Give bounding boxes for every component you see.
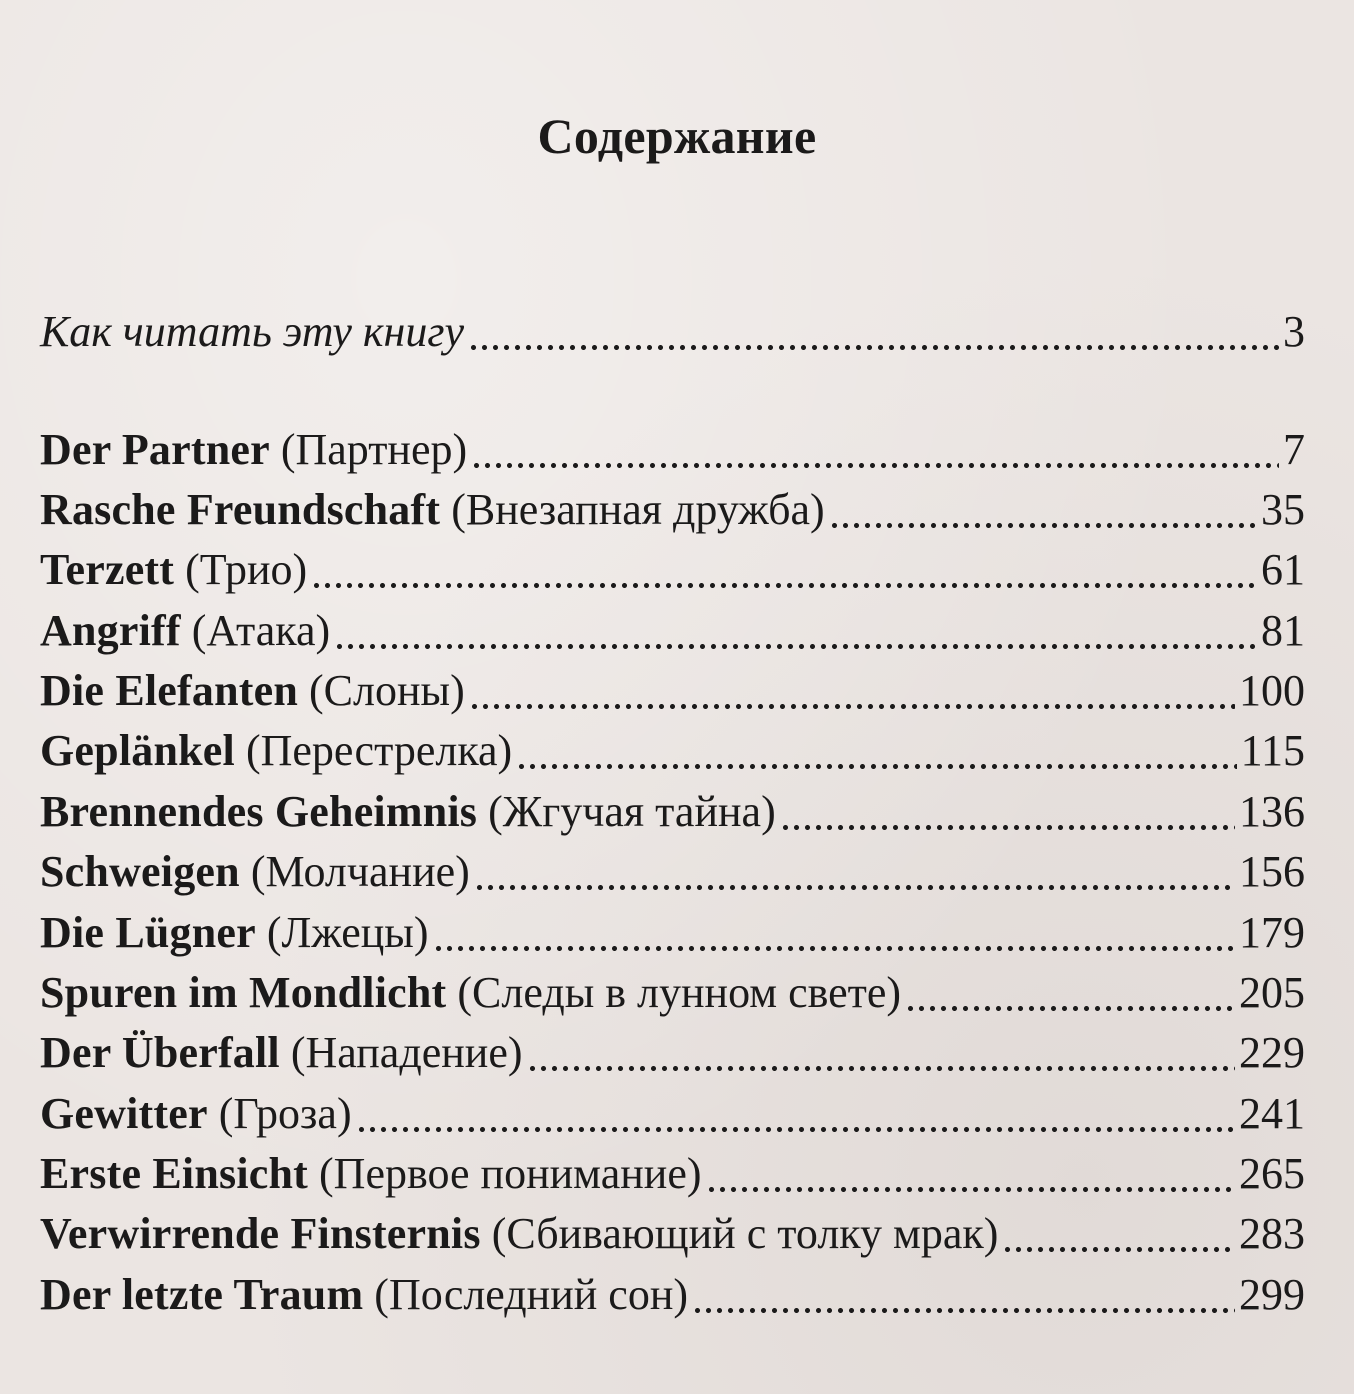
dot-leader (334, 602, 1257, 660)
entry-russian-title: (Внезапная дружба) (451, 485, 825, 534)
dot-leader (780, 783, 1235, 841)
entry-german-title: Gewitter (40, 1089, 208, 1138)
dot-leader (471, 421, 1279, 479)
entry-russian-title: (Последний сон) (374, 1270, 689, 1319)
page-number: 61 (1261, 545, 1305, 594)
intro-title: Как читать эту книгу (40, 307, 465, 356)
page-number: 81 (1261, 606, 1305, 655)
dot-leader (468, 303, 1279, 361)
page-number: 3 (1283, 307, 1305, 356)
dot-leader (905, 964, 1235, 1022)
toc-entry[interactable] (40, 541, 1305, 599)
dot-leader (829, 481, 1257, 539)
page-number: 241 (1239, 1089, 1305, 1138)
toc-entry[interactable] (40, 421, 1305, 479)
page-number: 7 (1283, 425, 1305, 474)
dot-leader (474, 843, 1235, 901)
dot-leader (706, 1145, 1235, 1203)
entry-german-title: Brennendes Geheimnis (40, 787, 478, 836)
entry-russian-title: (Жгучая тайна) (488, 787, 776, 836)
entry-german-title: Schweigen (40, 847, 240, 896)
toc-entry[interactable] (40, 1085, 1305, 1143)
contents-heading: Содержание (537, 108, 817, 164)
toc-intro-row[interactable] (40, 303, 1305, 361)
entry-german-title: Die Elefanten (40, 666, 299, 715)
toc-entry[interactable] (40, 602, 1305, 660)
entry-russian-title: (Лжецы) (266, 908, 429, 957)
entry-german-title: Der Überfall (40, 1028, 280, 1077)
entry-russian-title: (Молчание) (250, 847, 470, 896)
toc-entry[interactable] (40, 662, 1305, 720)
entry-german-title: Die Lügner (40, 908, 256, 957)
page-number: 229 (1239, 1028, 1305, 1077)
entry-german-title: Geplänkel (40, 726, 235, 775)
entry-russian-title: (Слоны) (309, 666, 465, 715)
page-number: 156 (1239, 847, 1305, 896)
entry-russian-title: (Первое понимание) (319, 1149, 702, 1198)
toc-entry[interactable] (40, 1205, 1305, 1263)
dot-leader (1002, 1205, 1235, 1263)
entry-german-title: Der Partner (40, 425, 270, 474)
entry-russian-title: (Трио) (185, 545, 308, 594)
entry-german-title: Spuren im Mondlicht (40, 968, 447, 1017)
entry-german-title: Rasche Freundschaft (40, 485, 441, 534)
entry-russian-title: (Атака) (191, 606, 331, 655)
toc-entry[interactable] (40, 1024, 1305, 1082)
toc-entry[interactable] (40, 722, 1305, 780)
toc-entry[interactable] (40, 481, 1305, 539)
dot-leader (433, 904, 1236, 962)
entry-russian-title: (Следы в лунном свете) (457, 968, 902, 1017)
dot-leader (469, 662, 1235, 720)
page-number: 115 (1240, 726, 1305, 775)
dot-leader (692, 1266, 1235, 1324)
entry-german-title: Erste Einsicht (40, 1149, 309, 1198)
page-number: 136 (1239, 787, 1305, 836)
toc-entry[interactable] (40, 783, 1305, 841)
page-number: 35 (1261, 485, 1305, 534)
page-number: 265 (1239, 1149, 1305, 1198)
page-number: 100 (1239, 666, 1305, 715)
dot-leader (356, 1085, 1235, 1143)
dot-leader (516, 722, 1236, 780)
entry-russian-title: (Перестрелка) (245, 726, 513, 775)
dot-leader (311, 541, 1257, 599)
entry-german-title: Der letzte Traum (40, 1270, 364, 1319)
entry-german-title: Angriff (40, 606, 181, 655)
toc-entry[interactable] (40, 1266, 1305, 1324)
entry-russian-title: (Сбивающий с толку мрак) (491, 1209, 999, 1258)
page-number: 283 (1239, 1209, 1305, 1258)
entry-russian-title: (Нападение) (290, 1028, 523, 1077)
dot-leader (527, 1024, 1235, 1082)
entry-russian-title: (Партнер) (280, 425, 468, 474)
toc-entry[interactable] (40, 904, 1305, 962)
toc-entry[interactable] (40, 1145, 1305, 1203)
page-number: 179 (1239, 908, 1305, 957)
entry-german-title: Verwirrende Finsternis (40, 1209, 481, 1258)
toc-entry[interactable] (40, 964, 1305, 1022)
entry-german-title: Terzett (40, 545, 175, 594)
page-number: 299 (1239, 1270, 1305, 1319)
page-number: 205 (1239, 968, 1305, 1017)
toc-entry[interactable] (40, 843, 1305, 901)
entry-russian-title: (Гроза) (218, 1089, 352, 1138)
